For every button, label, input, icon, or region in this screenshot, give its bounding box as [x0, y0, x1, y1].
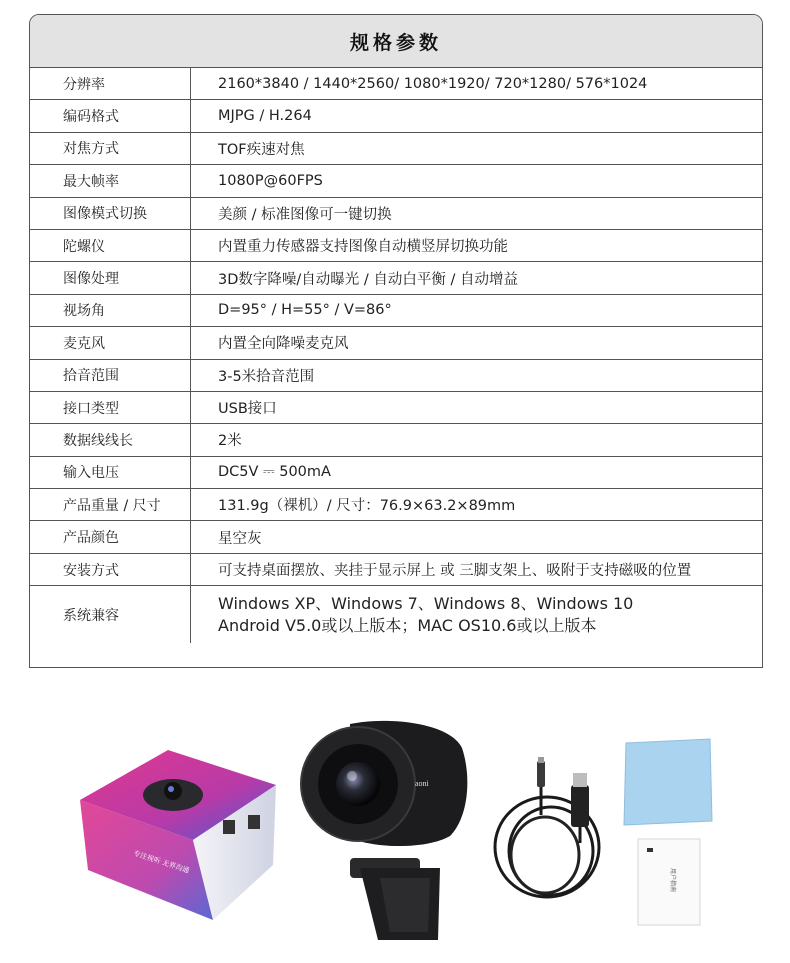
spec-value: 131.9g（裸机）/ 尺寸：76.9×63.2×89mm: [218, 498, 516, 515]
spec-value: 美颜 / 标准图像可一键切换: [218, 206, 392, 223]
spec-label: 图像模式切换: [30, 198, 191, 229]
manual-title: 用户指南: [669, 868, 676, 893]
compat-line: Windows XP、Windows 7、Windows 8、Windows 10: [218, 593, 634, 613]
spec-label: 产品颜色: [30, 521, 191, 552]
spec-label: 视场角: [30, 295, 191, 326]
spec-value: 2米: [218, 433, 242, 450]
table-row: [30, 295, 762, 327]
spec-label: 图像处理: [30, 262, 191, 293]
spec-label: 数据线线长: [30, 424, 191, 455]
table-row: [30, 262, 762, 294]
webcam-image: [300, 718, 470, 944]
table-row: [30, 133, 762, 165]
table-row: [30, 489, 762, 521]
cleaning-cloth-image: [622, 737, 714, 827]
spec-value: 3D数字降噪/自动曝光 / 自动白平衡 / 自动增益: [218, 271, 518, 288]
table-row: [30, 586, 762, 643]
product-box-image: [78, 745, 278, 925]
table-row: [30, 424, 762, 456]
spec-value: 内置重力传感器支持图像自动横竖屏切换功能: [218, 239, 508, 256]
user-manual-image: [637, 838, 701, 926]
spec-value: [191, 586, 762, 643]
spec-value: 1080P@60FPS: [218, 172, 323, 189]
spec-label: 产品重量 / 尺寸: [30, 489, 191, 520]
spec-label: 安装方式: [30, 554, 191, 585]
table-row: [30, 68, 762, 100]
spec-value: USB接口: [218, 401, 277, 418]
box-slogan: 专注视听 无界沟通: [132, 849, 191, 875]
spec-label: 拾音范围: [30, 360, 191, 391]
spec-label: 输入电压: [30, 457, 191, 488]
spec-label: 编码格式: [30, 100, 191, 131]
spec-value: 内置全向降噪麦克风: [218, 336, 349, 353]
spec-label: 最大帧率: [30, 165, 191, 196]
compat-line: Android V5.0或以上版本；MAC OS10.6或以上版本: [218, 615, 597, 635]
camera-brand: aoni: [415, 779, 429, 788]
table-row: [30, 100, 762, 132]
table-row: [30, 360, 762, 392]
spec-title: 规格参数: [30, 15, 762, 68]
table-row: [30, 392, 762, 424]
spec-value: 3-5米拾音范围: [218, 368, 315, 385]
spec-label: 系统兼容: [30, 586, 191, 643]
spec-value: D=95° / H=55° / V=86°: [218, 302, 392, 319]
spec-label: 分辨率: [30, 68, 191, 99]
spec-value: TOF疾速对焦: [218, 141, 305, 158]
spec-label: 麦克风: [30, 327, 191, 358]
table-row: [30, 165, 762, 197]
spec-value: MJPG / H.264: [218, 108, 312, 125]
table-row: [30, 521, 762, 553]
spec-label: 接口类型: [30, 392, 191, 423]
usb-cable-image: [485, 755, 605, 905]
table-row: [30, 327, 762, 359]
spec-value: 2160*3840 / 1440*2560/ 1080*1920/ 720*1280/ 576*1024: [218, 75, 648, 92]
spec-value: DC5V ⎓ 500mA: [218, 464, 331, 481]
spec-label: 对焦方式: [30, 133, 191, 164]
spec-table: [29, 14, 763, 668]
spec-value: 星空灰: [218, 530, 262, 547]
table-row: [30, 554, 762, 586]
table-row: [30, 198, 762, 230]
table-row: [30, 457, 762, 489]
spec-value: 可支持桌面摆放、夹挂于显示屏上 或 三脚支架上、吸附于支持磁吸的位置: [218, 563, 692, 580]
spec-label: 陀螺仪: [30, 230, 191, 261]
table-row: [30, 230, 762, 262]
